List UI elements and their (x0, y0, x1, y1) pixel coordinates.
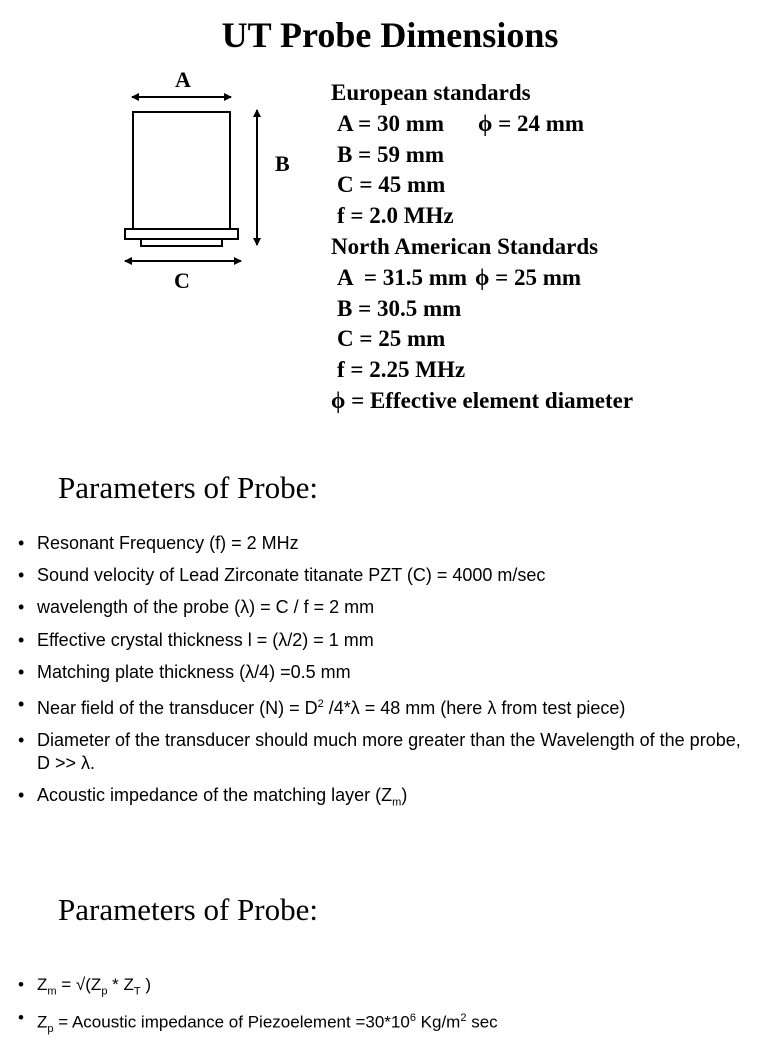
parameters-list-2 (18, 974, 758, 1045)
eu-a: A = 30 mm (337, 110, 445, 136)
list-item: • Acoustic impedance of the matching layer $(Z_m)$ (18, 784, 758, 815)
standards-specs (331, 78, 633, 417)
na-c: C = 25 mm (337, 326, 446, 352)
dimension-label-c: C (174, 268, 190, 293)
eu-b: B = 59 mm (337, 141, 445, 167)
eu-heading: European standards (331, 80, 531, 105)
na-b: B = 30.5 mm (337, 295, 462, 321)
na-phi: ϕ = 25 mm (475, 264, 582, 290)
na-a-row (331, 263, 633, 294)
dimension-label-a: A (175, 67, 191, 92)
list-item: • Near field of the transducer $(N) = D^2$ /4*λ = 48 mm (here λ from test piece) (18, 693, 758, 720)
list-item: • Resonant Frequency (f) = 2 MHz (18, 532, 758, 555)
page-title: UT Probe Dimensions (221, 15, 559, 55)
list-item: • Diameter of the transducer should much more greater than the Wavelength of the probe, D >> λ. (18, 729, 758, 775)
probe-face (141, 239, 222, 246)
probe-flange (125, 229, 238, 239)
dimension-label-b: B (275, 151, 290, 176)
na-f: f = 2.25 MHz (337, 357, 466, 383)
parameters-list-1 (18, 532, 758, 824)
eu-a-row (331, 109, 633, 140)
phi-note: ϕ = Effective element diameter (331, 387, 634, 413)
na-heading: North American Standards (331, 233, 599, 259)
section-heading-2: Parameters of Probe: (58, 892, 318, 927)
eu-f: f = 2.0 MHz (337, 203, 454, 229)
section-heading-1: Parameters of Probe: (58, 470, 318, 505)
list-item: • Matching plate thickness (λ/4) =0.5 mm (18, 661, 758, 684)
probe-diagram (0, 0, 300, 300)
eu-c: C = 45 mm (337, 172, 446, 198)
list-item: • wavelength of the probe (λ) = C / f = 2 mm (18, 596, 758, 619)
na-a: A = 31.5 mm (337, 264, 468, 290)
list-item: • $Z_m = √(Z_p * Z_T$ ) (18, 974, 758, 1002)
list-item: • $Z_p$ = Acoustic impedance of Piezoelement $=30*10^6$ $Kg/m^2$ sec (18, 1007, 758, 1040)
list-item: • Sound velocity of Lead Zirconate titanate PZT (C) = 4000 m/sec (18, 564, 758, 587)
eu-phi: ϕ = 24 mm (478, 110, 585, 136)
probe-body (133, 112, 230, 229)
list-item: • Effective crystal thickness l = (λ/2) = 1 mm (18, 629, 758, 652)
